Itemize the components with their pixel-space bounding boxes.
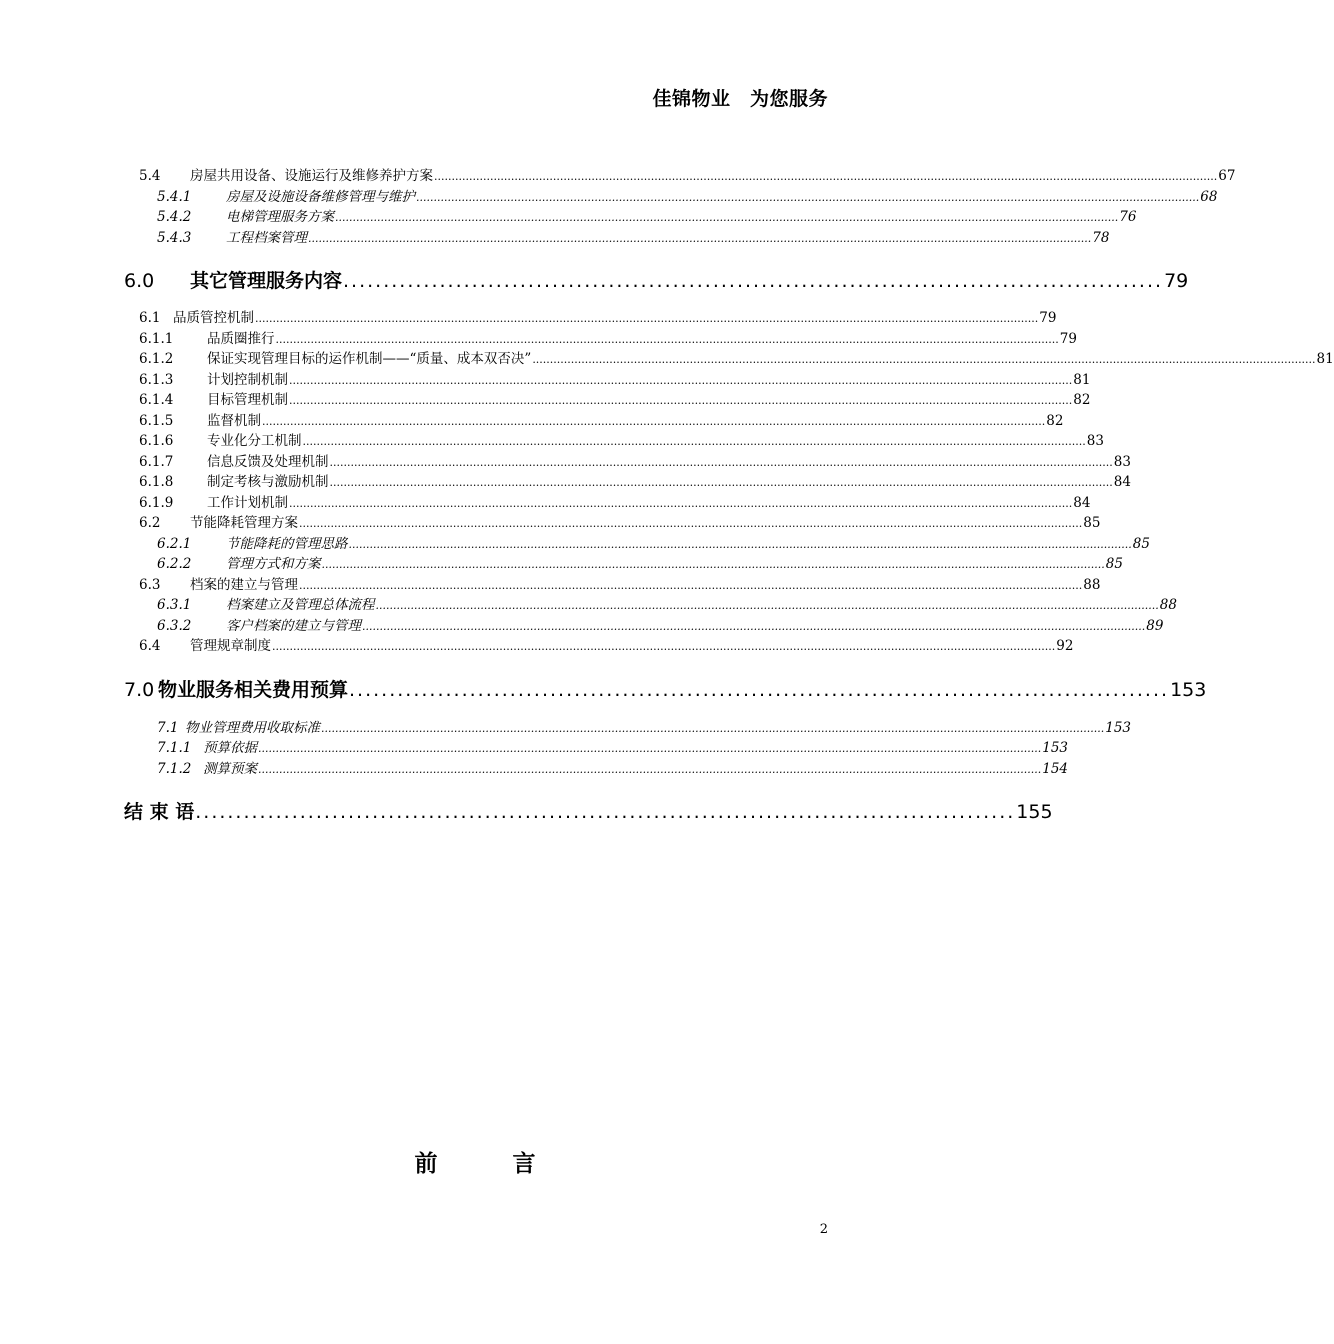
toc-entry-title: 管理规章制度 bbox=[190, 638, 271, 654]
toc-chapter-number: 6.0 bbox=[124, 270, 155, 292]
toc-dot-leader: ................................................................................................................................................................................................................................ bbox=[302, 435, 1086, 448]
toc-entry[interactable] bbox=[139, 429, 1104, 449]
toc-entry-title: 专业化分工机制 bbox=[207, 433, 302, 449]
toc-dot-leader: ...................................................................................................... bbox=[349, 679, 1170, 701]
toc-entry-number: 6.1.5 bbox=[139, 413, 174, 429]
toc-chapter-title: 其它管理服务内容 bbox=[190, 270, 343, 292]
toc-entry-page: 76 bbox=[1119, 209, 1137, 225]
page-number: 2 bbox=[819, 1222, 828, 1237]
toc-entry-title: 计划控制机制 bbox=[207, 372, 288, 388]
toc-entry-number: 6.2.1 bbox=[157, 536, 192, 552]
toc-entry[interactable] bbox=[157, 532, 1150, 552]
toc-entry-title: 制定考核与激励机制 bbox=[207, 474, 329, 490]
toc-entry-number: 7.1 bbox=[157, 720, 179, 736]
toc-dot-leader: ................................................................................................................................................................................................................................ bbox=[255, 312, 1039, 325]
toc-entry[interactable] bbox=[157, 185, 1218, 205]
toc-entry-page: 82 bbox=[1046, 413, 1064, 429]
toc-chapter[interactable] bbox=[124, 266, 1189, 293]
toc-entry-number: 6.1.3 bbox=[139, 372, 174, 388]
toc-entry-title: 目标管理机制 bbox=[207, 392, 288, 408]
toc-entry-page: 85 bbox=[1132, 536, 1150, 552]
toc-chapter-page: 153 bbox=[1170, 679, 1207, 701]
toc-entry-page: 68 bbox=[1200, 189, 1218, 205]
toc-entry[interactable] bbox=[157, 205, 1137, 225]
toc-dot-leader: ................................................................................................................................................................................................................................ bbox=[275, 333, 1059, 346]
toc-entry-number: 5.4 bbox=[139, 168, 161, 184]
toc-entry-number: 6.3.2 bbox=[157, 618, 192, 634]
toc-entry[interactable] bbox=[139, 470, 1131, 490]
toc-entry[interactable] bbox=[157, 757, 1069, 777]
toc-entry[interactable] bbox=[139, 388, 1091, 408]
toc-dot-leader: ................................................................................................................................................................................................................................ bbox=[362, 620, 1146, 633]
toc-dot-leader: ................................................................................................................................................................................................................................ bbox=[329, 456, 1113, 469]
toc-entry[interactable] bbox=[139, 491, 1091, 511]
toc-entry[interactable] bbox=[139, 327, 1077, 347]
toc-entry[interactable] bbox=[157, 736, 1069, 756]
toc-entry-title: 品质管控机制 bbox=[173, 310, 254, 326]
toc-chapter[interactable] bbox=[124, 675, 1207, 702]
toc-entry-page: 82 bbox=[1073, 392, 1091, 408]
toc-dot-leader: ................................................................................................................................................................................................................................ bbox=[272, 640, 1056, 653]
toc-entry-page: 153 bbox=[1042, 740, 1069, 756]
toc-entry[interactable] bbox=[157, 716, 1132, 736]
toc-entry-title: 客户档案的建立与管理 bbox=[226, 618, 361, 634]
toc-chapter-title: 结 束 语 bbox=[124, 801, 195, 823]
toc-entry[interactable] bbox=[139, 409, 1064, 429]
toc-entry[interactable] bbox=[157, 593, 1177, 613]
toc-entry-title: 档案的建立与管理 bbox=[190, 577, 298, 593]
toc-entry-page: 84 bbox=[1073, 495, 1091, 511]
toc-entry-title: 房屋共用设备、设施运行及维修养护方案 bbox=[190, 168, 433, 184]
toc-entry-page: 67 bbox=[1218, 168, 1236, 184]
toc-entry-title: 测算预案 bbox=[203, 761, 257, 777]
toc-entry-number: 5.4.2 bbox=[157, 209, 192, 225]
toc-entry-title: 节能降耗的管理思路 bbox=[226, 536, 348, 552]
toc-dot-leader: ...................................................................................................... bbox=[195, 801, 1016, 823]
toc-entry-page: 84 bbox=[1113, 474, 1131, 490]
toc-entry-title: 电梯管理服务方案 bbox=[226, 209, 334, 225]
toc-entry-page: 92 bbox=[1056, 638, 1074, 654]
toc-entry-page: 88 bbox=[1159, 597, 1177, 613]
toc-entry[interactable] bbox=[157, 552, 1123, 572]
toc-chapter-page: 79 bbox=[1164, 270, 1189, 292]
toc-entry-page: 154 bbox=[1042, 761, 1069, 777]
toc-dot-leader: ................................................................................................................................................................................................................................ bbox=[348, 538, 1132, 551]
toc-entry-page: 81 bbox=[1073, 372, 1091, 388]
section-title: 前 言 bbox=[414, 1151, 562, 1177]
toc-dot-leader: ................................................................................................................................................................................................................................ bbox=[329, 476, 1113, 489]
toc-entry-page: 153 bbox=[1105, 720, 1132, 736]
toc-entry[interactable] bbox=[157, 226, 1110, 246]
toc-chapter-title: 物业服务相关费用预算 bbox=[158, 679, 349, 701]
toc-dot-leader: ................................................................................................................................................................................................................................ bbox=[299, 517, 1083, 530]
toc-entry[interactable] bbox=[139, 306, 1057, 326]
toc-entry-page: 85 bbox=[1083, 515, 1101, 531]
toc-dot-leader: ................................................................................................................................................................................................................................ bbox=[308, 232, 1092, 245]
toc-entry-number: 6.1.7 bbox=[139, 454, 174, 470]
toc-entry-number: 6.1.1 bbox=[139, 331, 174, 347]
toc-entry-page: 83 bbox=[1086, 433, 1104, 449]
toc-entry-number: 6.3 bbox=[139, 577, 161, 593]
toc-entry[interactable] bbox=[139, 450, 1131, 470]
toc-entry-number: 6.2.2 bbox=[157, 556, 192, 572]
toc-entry-number: 6.4 bbox=[139, 638, 161, 654]
toc-entry-page: 83 bbox=[1113, 454, 1131, 470]
toc-entry[interactable] bbox=[157, 614, 1164, 634]
toc-entry-title: 物业管理费用收取标准 bbox=[185, 720, 320, 736]
toc-dot-leader: ................................................................................................................................................................................................................................ bbox=[416, 191, 1200, 204]
toc-dot-leader: ................................................................................................................................................................................................................................ bbox=[321, 558, 1105, 571]
toc-entry-page: 85 bbox=[1105, 556, 1123, 572]
toc-entry[interactable] bbox=[139, 573, 1101, 593]
toc-entry-number: 6.1.6 bbox=[139, 433, 174, 449]
toc-entry-title: 房屋及设施设备维修管理与维护 bbox=[226, 189, 415, 205]
toc-entry-page: 89 bbox=[1146, 618, 1164, 634]
toc-entry-page: 88 bbox=[1083, 577, 1101, 593]
toc-entry-number: 7.1.2 bbox=[157, 761, 192, 777]
toc-entry[interactable] bbox=[139, 164, 1236, 184]
toc-dot-leader: ...................................................................................................... bbox=[343, 270, 1164, 292]
toc-entry-title: 监督机制 bbox=[207, 413, 261, 429]
toc-chapter[interactable] bbox=[124, 797, 1053, 824]
toc-entry-title: 工程档案管理 bbox=[226, 230, 307, 246]
toc-entry-number: 7.1.1 bbox=[157, 740, 192, 756]
toc-dot-leader: ................................................................................................................................................................................................................................ bbox=[321, 722, 1105, 735]
toc-entry[interactable] bbox=[139, 368, 1091, 388]
toc-entry[interactable] bbox=[139, 511, 1101, 531]
toc-entry-page: 79 bbox=[1059, 331, 1077, 347]
toc-dot-leader: ................................................................................................................................................................................................................................ bbox=[258, 742, 1042, 755]
toc-chapter-number: 7.0 bbox=[124, 679, 155, 701]
toc-entry-number: 6.1.2 bbox=[139, 351, 174, 367]
toc-entry-title: 预算依据 bbox=[203, 740, 257, 756]
toc-dot-leader: ................................................................................................................................................................................................................................ bbox=[262, 415, 1046, 428]
toc-entry[interactable] bbox=[139, 634, 1074, 654]
toc-entry-title: 信息反馈及处理机制 bbox=[207, 454, 329, 470]
toc-entry-number: 6.1.4 bbox=[139, 392, 174, 408]
toc-dot-leader: ................................................................................................................................................................................................................................ bbox=[289, 497, 1073, 510]
toc-dot-leader: ................................................................................................................................................................................................................................ bbox=[375, 599, 1159, 612]
toc-entry[interactable] bbox=[139, 347, 1334, 367]
page-header: 佳锦物业 为您服务 bbox=[652, 88, 828, 110]
toc-dot-leader: ................................................................................................................................................................................................................................ bbox=[299, 579, 1083, 592]
toc-entry-title: 工作计划机制 bbox=[207, 495, 288, 511]
toc-chapter-page: 155 bbox=[1016, 801, 1053, 823]
toc-dot-leader: ................................................................................................................................................................................................................................ bbox=[258, 763, 1042, 776]
toc-entry-title: 节能降耗管理方案 bbox=[190, 515, 298, 531]
toc-entry-title: 品质圈推行 bbox=[207, 331, 275, 347]
toc-entry-page: 81 bbox=[1316, 351, 1334, 367]
toc-entry-title: 管理方式和方案 bbox=[226, 556, 321, 572]
toc-entry-page: 79 bbox=[1039, 310, 1057, 326]
toc-entry-number: 5.4.3 bbox=[157, 230, 192, 246]
toc-dot-leader: ................................................................................................................................................................................................................................ bbox=[289, 374, 1073, 387]
toc-entry-number: 6.2 bbox=[139, 515, 161, 531]
toc-dot-leader: ................................................................................................................................................................................................................................ bbox=[335, 211, 1119, 224]
toc-entry-number: 6.1 bbox=[139, 310, 161, 326]
toc-dot-leader: ................................................................................................................................................................................................................................ bbox=[434, 170, 1218, 183]
toc-entry-title: 档案建立及管理总体流程 bbox=[226, 597, 375, 613]
toc-entry-number: 6.3.1 bbox=[157, 597, 192, 613]
toc-entry-title: 保证实现管理目标的运作机制——“质量、成本双否决” bbox=[207, 351, 532, 367]
toc-entry-number: 5.4.1 bbox=[157, 189, 192, 205]
toc-entry-number: 6.1.8 bbox=[139, 474, 174, 490]
toc-entry-number: 6.1.9 bbox=[139, 495, 174, 511]
toc-dot-leader: ................................................................................................................................................................................................................................ bbox=[289, 394, 1073, 407]
toc-dot-leader: ................................................................................................................................................................................................................................ bbox=[532, 353, 1316, 366]
toc-entry-page: 78 bbox=[1092, 230, 1110, 246]
